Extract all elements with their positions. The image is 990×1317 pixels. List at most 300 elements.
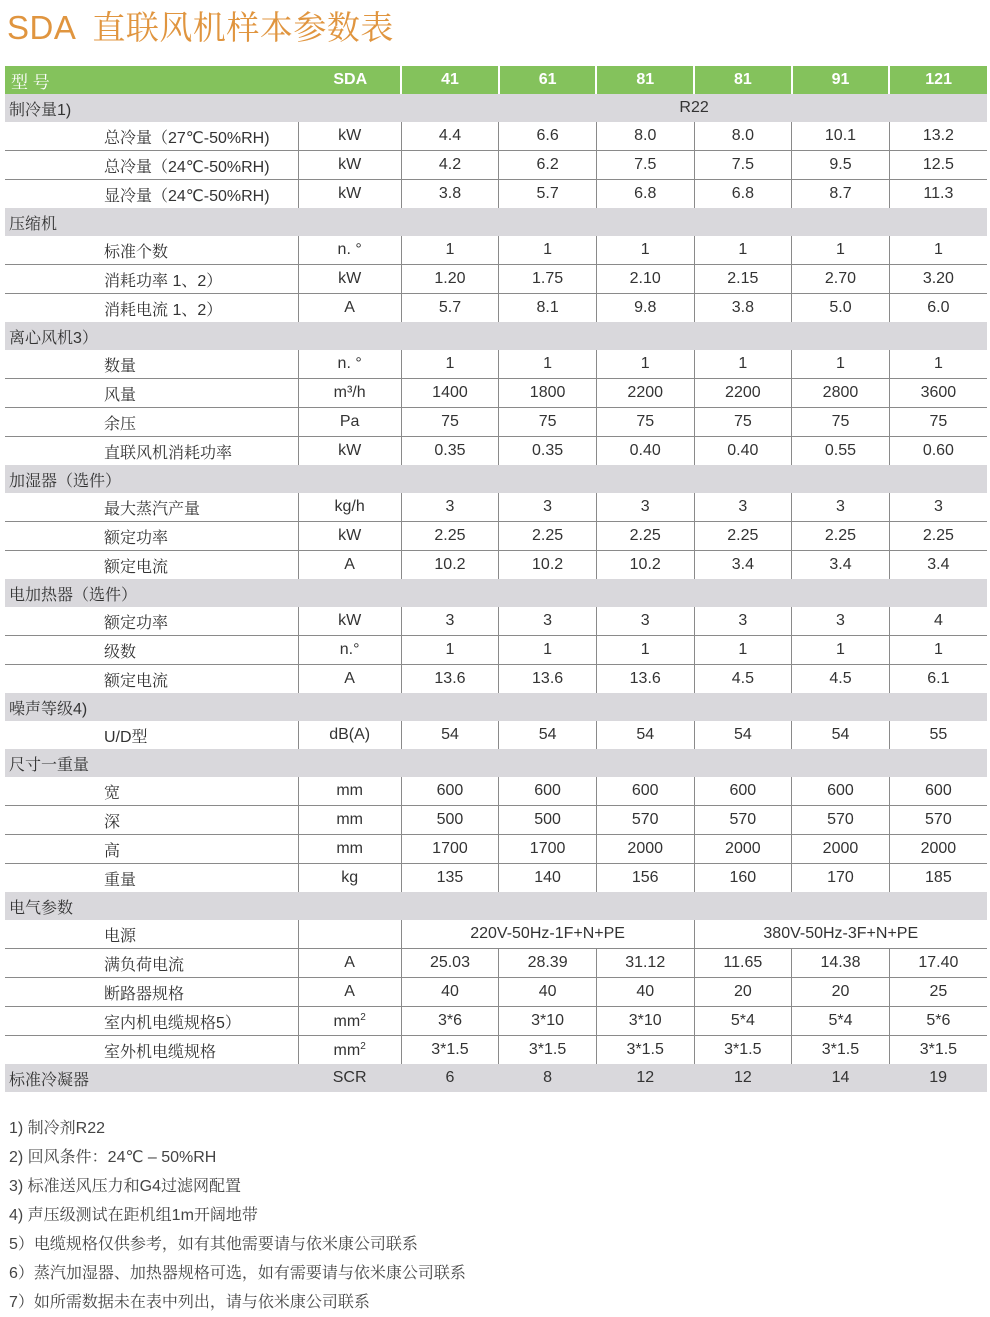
value-cell: 11.3 <box>923 185 954 202</box>
value-cell: 3*1.5 <box>499 1036 597 1065</box>
value-cell: 0.40 <box>694 437 792 466</box>
row-unit <box>298 265 401 294</box>
value-cell: 2.25 <box>694 522 792 551</box>
value-cell: 1 <box>792 236 890 265</box>
value-cell: 1 <box>499 636 597 665</box>
row-label: 标准冷凝器 <box>5 1064 298 1092</box>
header-series: SDA <box>298 66 401 94</box>
value-cell: 5.0 <box>792 294 890 323</box>
value-cell: 4.4 <box>401 122 499 151</box>
value-cell: 3600 <box>889 379 987 408</box>
row-unit <box>298 665 401 694</box>
value-cell: 11.65 <box>694 949 792 978</box>
value-cell: 8.0 <box>596 122 694 151</box>
section-title: 电加热器（选件） <box>5 579 987 607</box>
row-label: 深 <box>5 806 298 835</box>
row-unit <box>298 379 401 408</box>
value-cell: 1 <box>694 236 792 265</box>
value-cell: 600 <box>694 777 792 806</box>
value-cell: 600 <box>499 777 597 806</box>
table-row <box>5 806 987 835</box>
row-label: 电源 <box>5 920 298 949</box>
value-cell: 3*6 <box>401 1007 499 1036</box>
row-unit <box>298 180 401 209</box>
unit-text: mm <box>333 1012 361 1030</box>
value-cell: 12 <box>694 1064 792 1092</box>
value-cell: 6.6 <box>499 122 597 151</box>
value-cell: 600 <box>792 777 890 806</box>
section-title: 噪声等级4) <box>5 693 987 721</box>
value-cell: 40 <box>499 978 597 1007</box>
unit-text: m³/h <box>333 384 366 401</box>
row-label: 额定电流 <box>104 672 169 690</box>
unit-text: n.° <box>339 641 360 658</box>
table-row <box>5 551 987 580</box>
value-cell: 1.20 <box>401 265 499 294</box>
value-cell: 6.2 <box>499 151 597 180</box>
unit-text: kW <box>338 527 362 544</box>
value-cell: 2200 <box>694 379 792 408</box>
value-cell: 13.6 <box>596 665 694 694</box>
value-cell: 500 <box>499 806 597 835</box>
value-cell: 4.5 <box>694 665 792 694</box>
row-label: 显冷量（24℃-50%RH) <box>104 187 270 205</box>
value-cell: 17.40 <box>889 949 987 978</box>
value-cell: 25 <box>889 978 987 1007</box>
value-cell: 570 <box>694 806 792 835</box>
section-header <box>5 94 987 122</box>
row-label: 级数 <box>5 636 298 665</box>
table-row <box>5 949 987 978</box>
header-model: 81 <box>596 66 694 94</box>
value-cell: 1 <box>596 636 694 665</box>
value-cell: 6.8 <box>694 180 792 209</box>
unit-text: A <box>344 954 355 971</box>
value-cell: 1 <box>792 350 890 379</box>
table-row <box>5 920 987 949</box>
value-cell: 5.7 <box>499 180 597 209</box>
table-row <box>5 151 987 180</box>
value-cell: 7.5 <box>596 151 694 180</box>
table-row <box>5 636 987 665</box>
unit-superscript: 2 <box>360 1040 366 1052</box>
table-row <box>5 864 987 893</box>
value-cell: 3.8 <box>401 180 499 209</box>
footnote: 2) 回风条件：24℃ – 50%RH <box>9 1149 217 1166</box>
value-cell: 3.4 <box>927 556 950 573</box>
unit-text: n. ° <box>337 355 362 372</box>
value-cell: 8.0 <box>694 122 792 151</box>
row-unit <box>298 777 401 806</box>
value-cell: 2000 <box>596 835 694 864</box>
value-cell: 75 <box>499 408 597 437</box>
row-label: 额定功率 <box>5 607 298 636</box>
row-unit <box>298 437 401 466</box>
value-cell: 170 <box>792 864 890 893</box>
row-unit <box>298 350 401 379</box>
unit-text: mm <box>336 840 363 857</box>
value-cell: 0.55 <box>792 437 890 466</box>
value-cell: 1 <box>792 636 890 665</box>
value-cell: 3 <box>792 607 890 636</box>
value-cell: 1 <box>694 636 792 665</box>
value-cell: 500 <box>401 806 499 835</box>
section-title: 制冷量1) <box>5 94 401 122</box>
value-cell: 3*10 <box>596 1007 694 1036</box>
row-unit <box>298 949 401 978</box>
value-cell: 2000 <box>694 835 792 864</box>
value-cell: 8 <box>499 1064 597 1092</box>
row-label: 余压 <box>5 408 298 437</box>
row-unit <box>298 408 401 437</box>
value-cell: 10.2 <box>596 551 694 580</box>
section-title: 电气参数 <box>5 892 987 920</box>
value-cell: 2800 <box>792 379 890 408</box>
row-label: 标准个数 <box>5 236 298 265</box>
value-cell: 3 <box>596 607 694 636</box>
row-unit <box>298 294 401 323</box>
value-cell: 3.4 <box>694 551 792 580</box>
value-cell: 54 <box>401 721 499 749</box>
unit-text: A <box>344 670 355 687</box>
power-spec-single-phase: 220V-50Hz-1F+N+PE <box>401 920 694 949</box>
value-cell: 14.38 <box>792 949 890 978</box>
footnote: 6）蒸汽加湿器、加热器规格可选，如有需要请与依米康公司联系 <box>9 1265 466 1282</box>
row-unit <box>298 920 401 949</box>
header-model-label: 型 号 <box>5 66 298 94</box>
header-model: 91 <box>792 66 890 94</box>
value-cell: 19 <box>889 1064 987 1092</box>
footnote: 7）如所需数据未在表中列出，请与依米康公司联系 <box>9 1294 370 1311</box>
value-cell: 13.6 <box>401 665 499 694</box>
unit-text: kg <box>341 869 359 886</box>
row-label: 室内机电缆规格5） <box>5 1007 298 1036</box>
row-label: 数量 <box>5 350 298 379</box>
value-cell: 3 <box>596 493 694 522</box>
value-cell: 185 <box>925 869 952 886</box>
row-unit <box>298 806 401 835</box>
value-cell: 2.25 <box>792 522 890 551</box>
section-header <box>5 749 987 777</box>
value-cell: 8.7 <box>792 180 890 209</box>
value-cell: 1 <box>499 236 597 265</box>
value-cell: 5.7 <box>401 294 499 323</box>
row-label: 额定功率 <box>5 522 298 551</box>
value-cell: 2.25 <box>499 522 597 551</box>
header-model: 121 <box>889 66 987 94</box>
value-cell: 3 <box>401 493 499 522</box>
value-cell: 9.8 <box>596 294 694 323</box>
value-cell: 3 <box>401 607 499 636</box>
value-cell: 3 <box>499 607 597 636</box>
unit-text: kW <box>338 127 362 144</box>
value-cell: 160 <box>694 864 792 893</box>
value-cell: 3 <box>499 493 597 522</box>
table-row <box>5 1007 987 1036</box>
table-row <box>5 379 987 408</box>
unit-text: n. ° <box>337 241 362 258</box>
value-cell: 0.60 <box>922 442 954 459</box>
table-row <box>5 978 987 1007</box>
row-label: 室外机电缆规格 <box>104 1043 217 1061</box>
value-cell: 13.2 <box>889 122 987 151</box>
row-unit <box>298 864 401 893</box>
value-cell: 4.2 <box>401 151 499 180</box>
section-title: 离心风机3） <box>5 322 987 350</box>
value-cell: 55 <box>929 726 948 743</box>
value-cell: 12 <box>596 1064 694 1092</box>
value-cell: 3 <box>694 607 792 636</box>
value-cell: 2.25 <box>596 522 694 551</box>
footnote: 5）电缆规格仅供参考，如有其他需要请与依米康公司联系 <box>9 1236 418 1253</box>
value-cell: 1 <box>889 350 987 379</box>
table-row <box>5 265 987 294</box>
header-model: 81 <box>694 66 792 94</box>
value-cell: 5*4 <box>694 1007 792 1036</box>
footnotes <box>9 1114 466 1317</box>
row-unit <box>298 551 401 580</box>
section-header <box>5 579 987 607</box>
value-cell: 2200 <box>596 379 694 408</box>
table-row <box>5 1036 987 1065</box>
row-unit <box>298 151 401 180</box>
value-cell: 10.2 <box>401 551 499 580</box>
unit-text: kW <box>338 185 362 202</box>
value-cell: 3*1.5 <box>401 1036 499 1065</box>
table-row <box>5 777 987 806</box>
value-cell: 25.03 <box>401 949 499 978</box>
value-cell: 1 <box>401 636 499 665</box>
value-cell: 20 <box>694 978 792 1007</box>
value-cell: 3*10 <box>499 1007 597 1036</box>
value-cell: 1800 <box>499 379 597 408</box>
table-row <box>5 665 987 694</box>
value-cell: 3.8 <box>694 294 792 323</box>
value-cell: 2.15 <box>694 265 792 294</box>
unit-text: kg/h <box>334 498 365 515</box>
table-row <box>5 122 987 151</box>
value-cell: 40 <box>401 978 499 1007</box>
row-unit <box>298 978 401 1007</box>
unit-text: A <box>344 556 355 573</box>
unit-text: Pa <box>339 413 360 430</box>
table-row <box>5 236 987 265</box>
value-cell: 1700 <box>499 835 597 864</box>
footnote: 3) 标准送风压力和G4过滤网配置 <box>9 1178 242 1195</box>
spec-table <box>5 66 987 1092</box>
value-cell: 54 <box>694 721 792 749</box>
unit-text: dB(A) <box>329 726 371 743</box>
value-cell: 570 <box>792 806 890 835</box>
row-label: 总冷量（24℃-50%RH) <box>5 151 298 180</box>
table-body <box>5 94 987 1092</box>
value-cell: 4 <box>889 607 987 636</box>
table-row <box>5 294 987 323</box>
value-cell: 1 <box>889 236 987 265</box>
unit-text: kW <box>338 156 362 173</box>
row-label: 风量 <box>5 379 298 408</box>
value-cell: 3*1.5 <box>792 1036 890 1065</box>
section-title: 加湿器（选件） <box>5 465 987 493</box>
row-unit <box>298 835 401 864</box>
value-cell: 75 <box>792 408 890 437</box>
value-cell: 0.35 <box>499 437 597 466</box>
footnote: 4) 声压级测试在距机组1m开阔地带 <box>9 1207 258 1224</box>
row-unit <box>298 493 401 522</box>
row-unit <box>298 607 401 636</box>
value-cell: 1 <box>596 236 694 265</box>
value-cell: 54 <box>792 721 890 749</box>
row-unit: SCR <box>298 1064 401 1092</box>
row-label: U/D型 <box>104 728 148 746</box>
unit-text: A <box>344 983 355 1000</box>
row-label: 高 <box>5 835 298 864</box>
value-cell: 3.4 <box>792 551 890 580</box>
row-unit <box>298 522 401 551</box>
table-row <box>5 835 987 864</box>
value-cell: 75 <box>694 408 792 437</box>
value-cell: 3 <box>792 493 890 522</box>
row-unit <box>298 236 401 265</box>
value-cell: 1 <box>499 350 597 379</box>
value-cell: 1 <box>596 350 694 379</box>
value-cell: 2.70 <box>792 265 890 294</box>
value-cell: 3*1.5 <box>919 1041 958 1058</box>
value-cell: 156 <box>596 864 694 893</box>
value-cell: 75 <box>889 408 987 437</box>
value-cell: 54 <box>499 721 597 749</box>
value-cell: 7.5 <box>694 151 792 180</box>
value-cell: 54 <box>596 721 694 749</box>
value-cell: 13.6 <box>499 665 597 694</box>
value-cell: 6 <box>401 1064 499 1092</box>
value-cell: 6.8 <box>596 180 694 209</box>
value-cell: 28.39 <box>499 949 597 978</box>
value-cell: 1.75 <box>499 265 597 294</box>
row-label: 消耗功率 1、2） <box>5 265 298 294</box>
unit-text: mm <box>336 782 363 799</box>
row-unit <box>298 122 401 151</box>
power-spec-three-phase: 380V-50Hz-3F+N+PE <box>694 920 987 949</box>
value-cell: 600 <box>401 777 499 806</box>
title-text: 直联风机样本参数表 <box>92 9 394 46</box>
unit-text: mm <box>336 811 363 828</box>
row-unit <box>298 1007 401 1036</box>
value-cell: 600 <box>889 777 987 806</box>
table-row <box>5 408 987 437</box>
value-cell: 1 <box>401 350 499 379</box>
value-cell: 0.35 <box>401 437 499 466</box>
value-cell: 570 <box>889 806 987 835</box>
value-cell: 1 <box>694 350 792 379</box>
value-cell: 2000 <box>792 835 890 864</box>
row-unit <box>298 636 401 665</box>
value-cell: 12.5 <box>889 151 987 180</box>
table-row <box>5 522 987 551</box>
condenser-row <box>5 1064 987 1092</box>
value-cell: 2.10 <box>596 265 694 294</box>
value-cell: 3*1.5 <box>596 1036 694 1065</box>
value-cell: 2.25 <box>401 522 499 551</box>
value-cell: 140 <box>499 864 597 893</box>
section-header <box>5 693 987 721</box>
table-row <box>5 493 987 522</box>
value-cell: 570 <box>596 806 694 835</box>
value-cell: 2000 <box>889 835 987 864</box>
value-cell: 8.1 <box>499 294 597 323</box>
page-title <box>7 2 394 49</box>
footnote: 1) 制冷剂R22 <box>9 1120 106 1137</box>
header-model: 41 <box>401 66 499 94</box>
row-label: 最大蒸汽产量 <box>5 493 298 522</box>
table-row <box>5 607 987 636</box>
row-label: 宽 <box>5 777 298 806</box>
unit-text: mm <box>333 1041 361 1059</box>
table-row <box>5 721 987 749</box>
section-title: 压缩机 <box>5 208 987 236</box>
value-cell: 10.1 <box>792 122 890 151</box>
unit-text: kW <box>338 612 362 629</box>
row-label: 重量 <box>104 871 137 889</box>
value-cell: 1700 <box>401 835 499 864</box>
title-prefix: SDA <box>7 9 77 46</box>
value-cell: 3.20 <box>889 265 987 294</box>
unit-text: kW <box>338 270 362 287</box>
row-label: 消耗电流 1、2） <box>104 301 223 319</box>
table-row <box>5 180 987 209</box>
section-note: R22 <box>401 94 987 122</box>
value-cell: 14 <box>792 1064 890 1092</box>
row-label: 直联风机消耗功率 <box>104 444 233 462</box>
row-label: 满负荷电流 <box>5 949 298 978</box>
table-header <box>5 66 987 94</box>
row-label: 额定电流 <box>104 558 169 576</box>
value-cell: 3 <box>889 493 987 522</box>
table-row <box>5 350 987 379</box>
value-cell: 3 <box>694 493 792 522</box>
value-cell: 31.12 <box>596 949 694 978</box>
value-cell: 75 <box>401 408 499 437</box>
value-cell: 0.40 <box>596 437 694 466</box>
row-label: 断路器规格 <box>5 978 298 1007</box>
row-label: 总冷量（27℃-50%RH) <box>5 122 298 151</box>
value-cell: 1 <box>889 636 987 665</box>
value-cell: 5*4 <box>792 1007 890 1036</box>
section-header <box>5 892 987 920</box>
value-cell: 3*1.5 <box>694 1036 792 1065</box>
value-cell: 6.0 <box>927 299 950 316</box>
section-title: 尺寸一重量 <box>5 749 987 777</box>
header-model: 61 <box>499 66 597 94</box>
value-cell: 10.2 <box>499 551 597 580</box>
value-cell: 1400 <box>401 379 499 408</box>
value-cell: 135 <box>401 864 499 893</box>
value-cell: 40 <box>596 978 694 1007</box>
section-header <box>5 322 987 350</box>
value-cell: 2.25 <box>889 522 987 551</box>
unit-text: kW <box>338 442 362 459</box>
unit-text: A <box>344 299 355 316</box>
value-cell: 600 <box>596 777 694 806</box>
section-header <box>5 208 987 236</box>
value-cell: 75 <box>596 408 694 437</box>
value-cell: 6.1 <box>927 670 950 687</box>
table-row <box>5 437 987 466</box>
value-cell: 4.5 <box>792 665 890 694</box>
value-cell: 5*6 <box>889 1007 987 1036</box>
unit-superscript: 2 <box>360 1011 366 1023</box>
section-header <box>5 465 987 493</box>
